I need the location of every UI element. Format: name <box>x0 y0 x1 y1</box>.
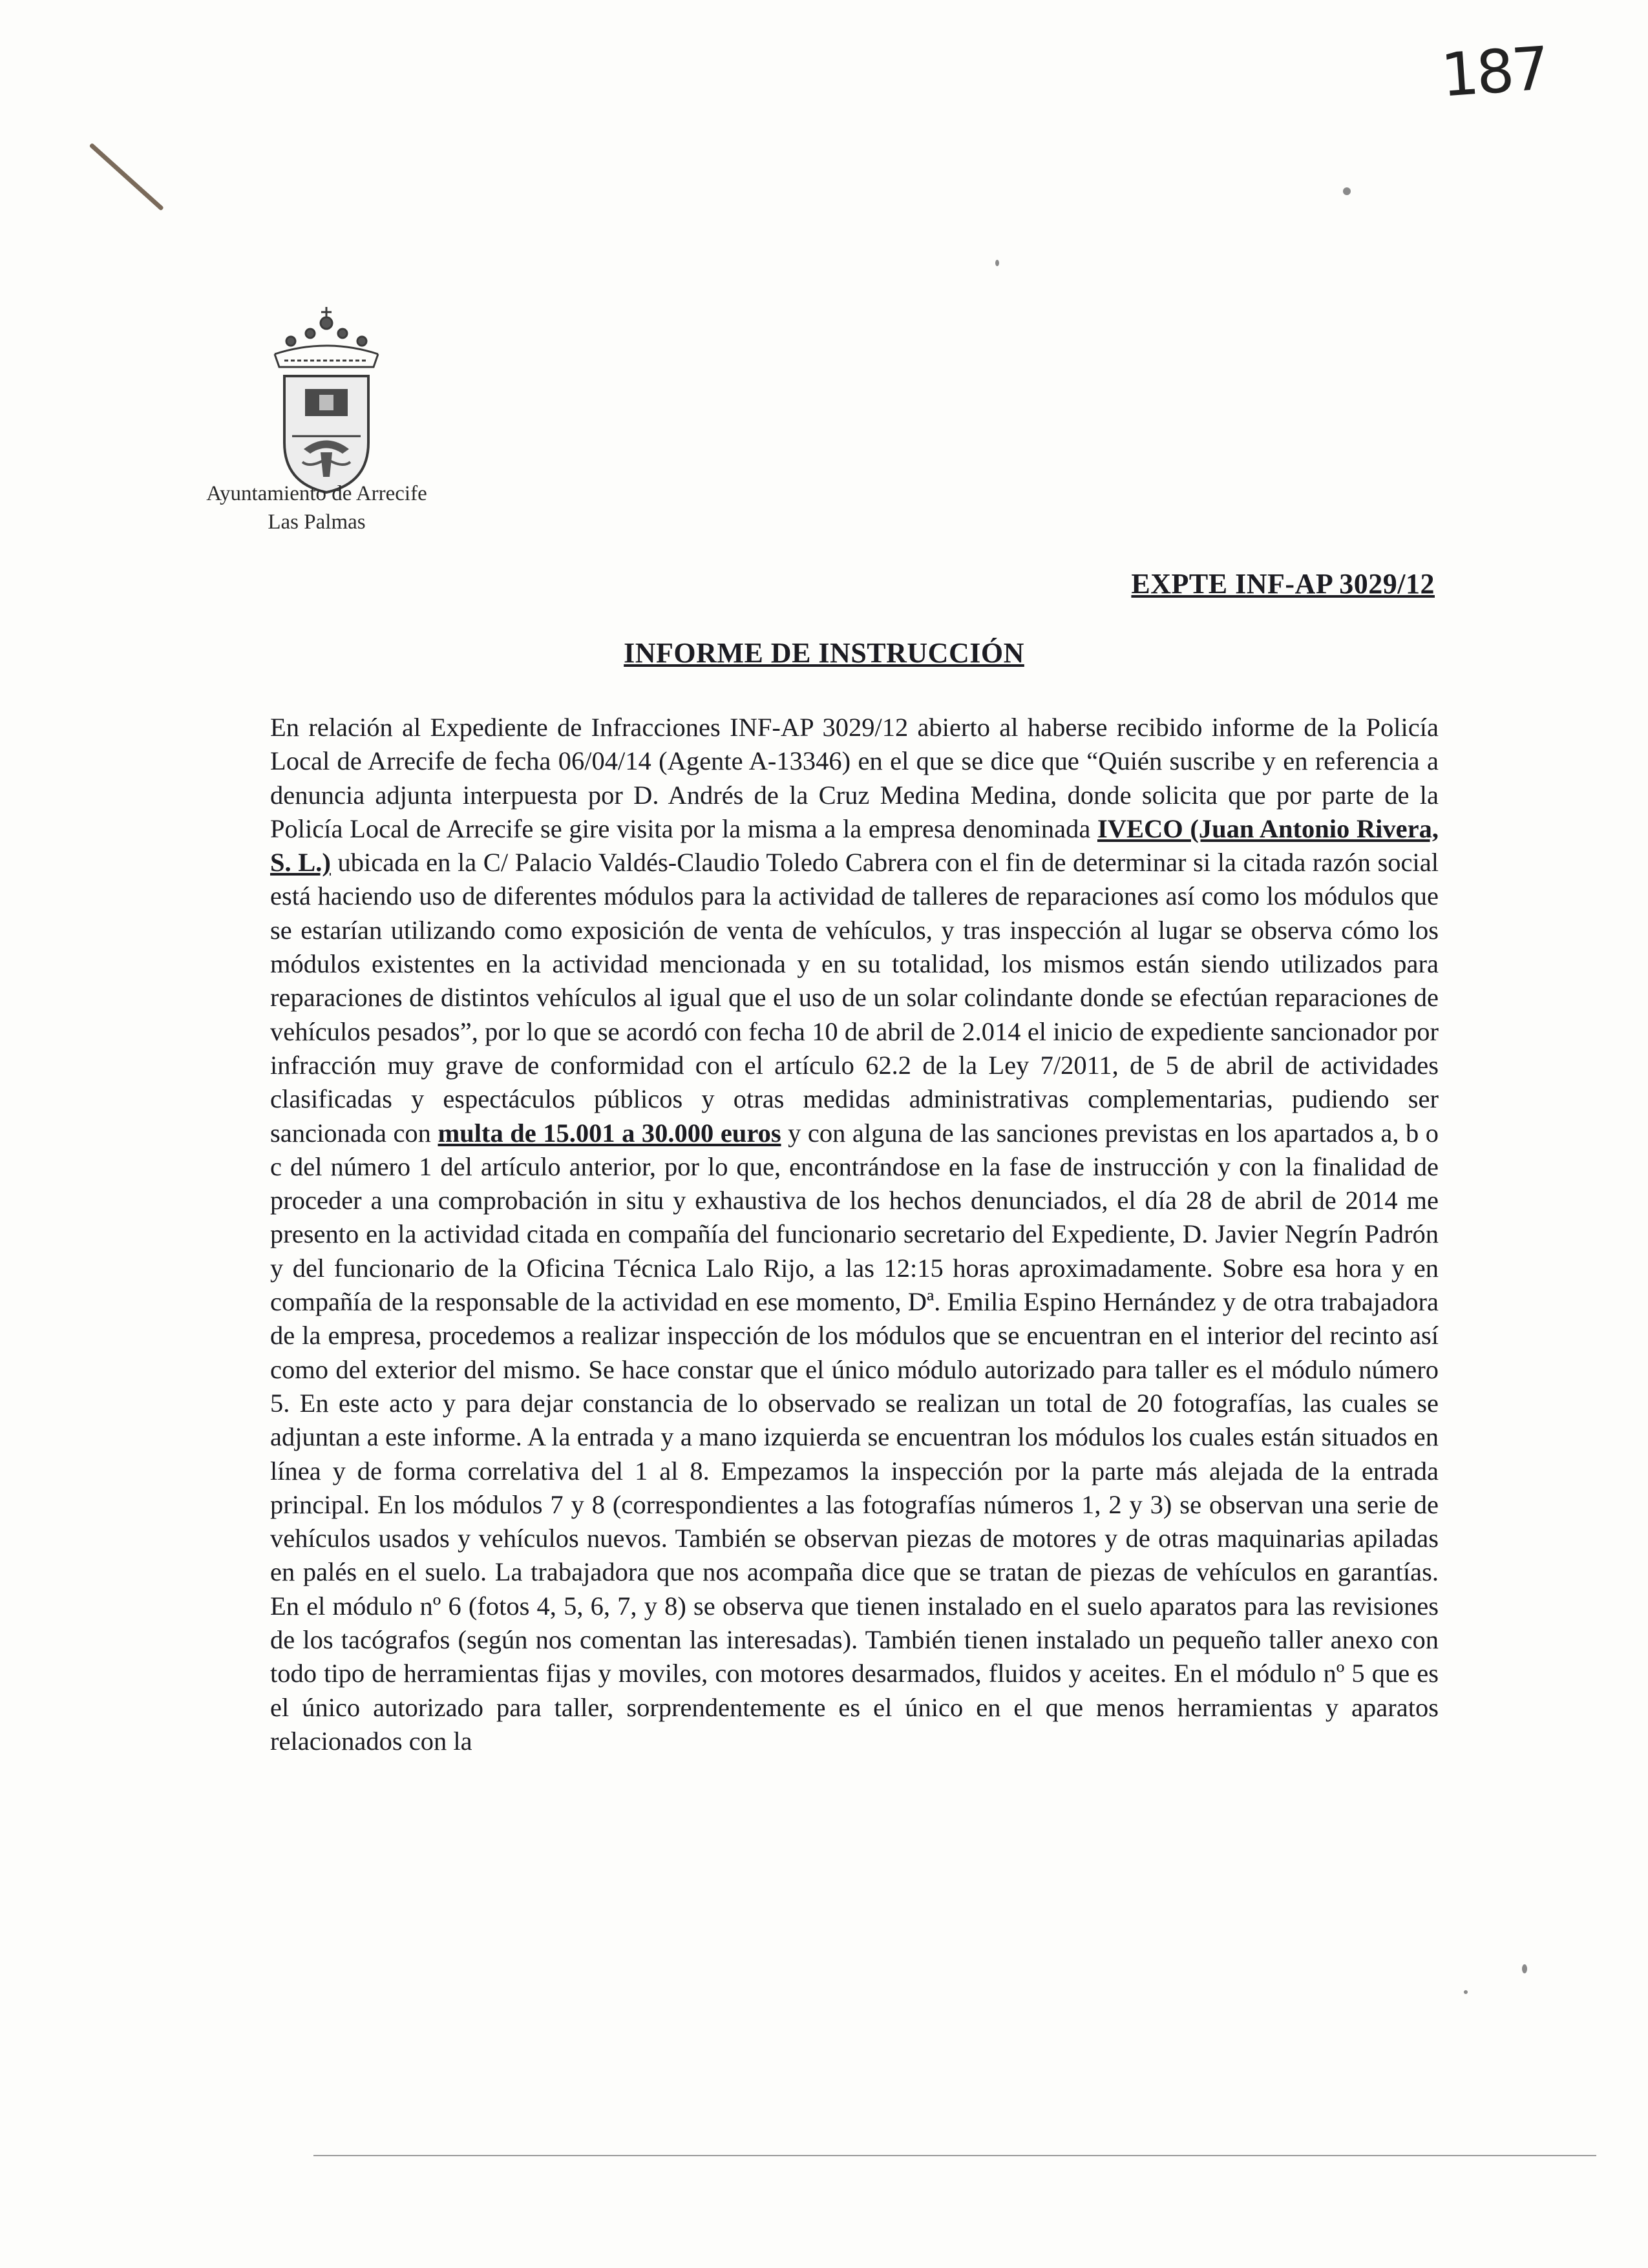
company-name: IVECO (Juan Antonio Rivera, S. L.) <box>270 814 1439 877</box>
scan-speck <box>995 260 999 266</box>
fine-amount: multa de 15.001 a 30.000 euros <box>438 1118 781 1148</box>
scan-speck <box>1522 1964 1527 1973</box>
shield-icon <box>284 376 368 492</box>
case-reference: EXPTE INF-AP 3029/12 <box>1131 568 1435 600</box>
body-text-part-2: ubicada en la C/ Palacio Valdés-Claudio Toledo Cabrera con el fin de determinar si la citada razón social está haciendo uso de diferentes módulos para la actividad de talleres de reparaciones así como los módulos que se estarían utilizando como exposición de venta de vehículos, y tras inspección al lugar se observa cómo los módulos existentes en la actividad mencionada y en su totalidad, los mismos están siendo utilizados para reparaciones de distintos vehículos al igual que el uso de un solar colindante donde se efectúan reparaciones de vehículos pesados”, por lo que se acordó con fecha 10 de abril de 2.014 el inicio de expediente sancionador por infracción muy grave de conformidad con el artículo 62.2 de la Ley 7/2011, de 5 de abril de actividades clasificadas y espectáculos públicos y otras medidas administrativas complementarias, pudiendo ser sancionada con <box>270 848 1439 1148</box>
document-title: INFORME DE INSTRUCCIÓN <box>624 637 1024 669</box>
organization-name <box>162 479 472 536</box>
scan-speck <box>1343 187 1351 195</box>
pin-mark <box>89 143 164 211</box>
report-body-paragraph <box>270 711 1439 1758</box>
footer-rule <box>313 2155 1596 2156</box>
crown-icon <box>275 307 378 367</box>
organization-line-1: Ayuntamiento de Arrecife <box>206 482 427 505</box>
organization-line-2: Las Palmas <box>268 510 366 534</box>
body-text-part-3: y con alguna de las sanciones previstas en los apartados a, b o c del número 1 del artículo anterior, por lo que, encontrándose en la fase de instrucción y con la finalidad de proceder a una comprobación in situ y exhaustiva de los hechos denunciados, el día 28 de abril de 2014 me presento en la actividad citada en compañía del funcionario secretario del Expediente, D. Javier Negrín Padrón y del funcionario de la Oficina Técnica Lalo Rijo, a las 12:15 horas aproximadamente. Sobre esa hora y en compañía de la responsable de la actividad en ese momento, Dª. Emilia Espino Hernández y de otra trabajadora de la empresa, procedemos a realizar inspección de los módulos que se encuentran en el interior del recinto así como del exterior del mismo. Se hace constar que el único módulo autorizado para taller es el módulo número 5. En este acto y para dejar constancia de lo observado se realizan un total de 20 fotografías, las cuales se adjuntan a este informe. A la entrada y a mano izquierda se encuentran los módulos los cuales están situados en línea y de forma correlativa del 1 al 8. Empezamos la inspección por la parte más alejada de la entrada principal. En los módulos 7 y 8 (correspondientes a las fotografías números 1, 2 y 3) se observan una serie de vehículos usados y vehículos nuevos. También se observan piezas de motores y de otras maquinarias apiladas en palés en el suelo. La trabajadora que nos acompaña dice que se tratan de piezas de vehículos en garantías. En el módulo nº 6 (fotos 4, 5, 6, 7, y 8) se observa que tienen instalado en el suelo aparatos para las revisiones de los tacógrafos (según nos comentan las interesadas). También tienen instalado un pequeño taller anexo con todo tipo de herramientas fijas y moviles, con motores desarmados, fluidos y aceites. En el módulo nº 5 que es el único autorizado para taller, sorprendentemente es el único en el que menos herramientas y aparatos relacionados con la <box>270 1118 1439 1756</box>
scan-speck <box>1464 1990 1468 1994</box>
body-text-part-1: En relación al Expediente de Infracciones INF-AP 3029/12 abierto al haberse recibido informe de la Policía Local de Arrecife de fecha 06/04/14 (Agente A-13346) en el que se dice que “Quién suscribe y en referencia a denuncia adjunta interpuesta por D. Andrés de la Cruz Medina Medina, donde solicita que por parte de la Policía Local de Arrecife se gire visita por la misma a la empresa denominada <box>270 713 1439 843</box>
coat-of-arms-logo <box>265 304 388 498</box>
handwritten-page-number: 187 <box>1439 34 1550 110</box>
